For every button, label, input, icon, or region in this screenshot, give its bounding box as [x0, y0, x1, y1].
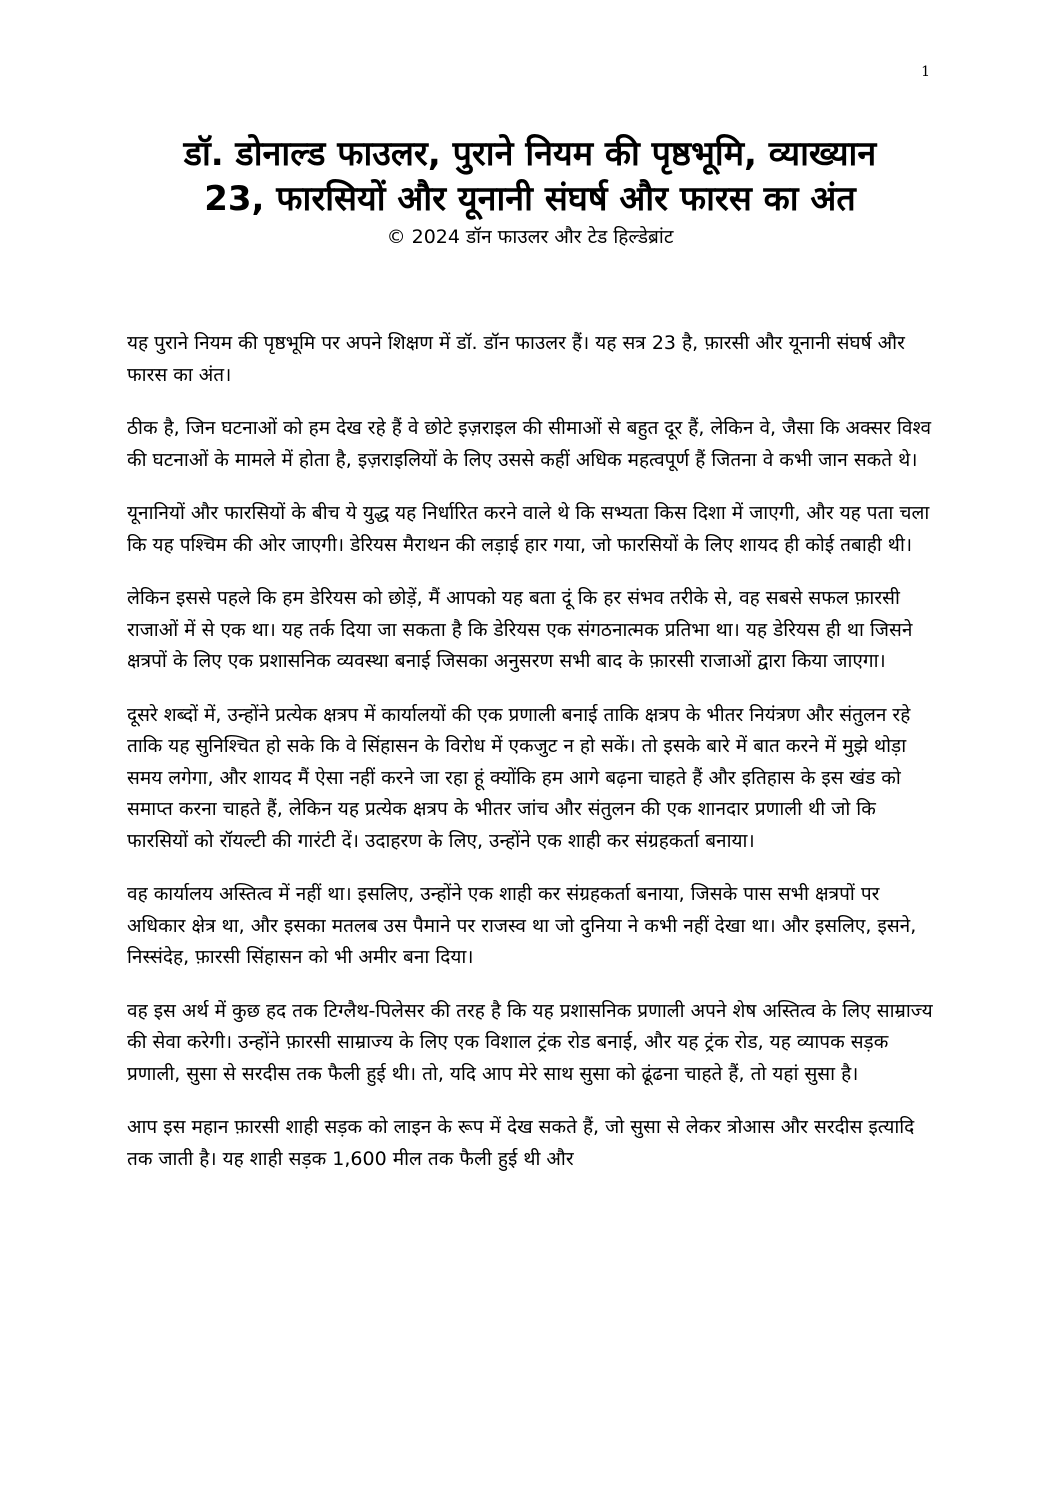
paragraph-4: लेकिन इससे पहले कि हम डेरियस को छोड़ें, मैं आपको यह बता दूं कि हर संभव तरीके से, वह सबसे सफल फ़ारसी राजाओं में से एक था। यह तर्क दिया जा सकता है कि डेरियस एक संगठनात्मक प्रतिभा था। यह डेरियस ही था जिसने क्षत्रपों के लिए एक प्रशासनिक व्यवस्था बनाई जिसका अनुसरण सभी बाद के फ़ारसी राजाओं द्वारा किया जाएगा। — [127, 587, 913, 672]
body-text — [127, 328, 933, 1197]
paragraph-6: वह कार्यालय अस्तित्व में नहीं था। इसलिए, उन्होंने एक शाही कर संग्रहकर्ता बनाया, जिसके पास सभी क्षत्रपों पर अधिकार क्षेत्र था, और इसका मतलब उस पैमाने पर राजस्व था जो दुनिया ने कभी नहीं देखा था। और इसलिए, इसने, निस्संदेह, फ़ारसी सिंहासन को भी अमीर बना दिया। — [127, 883, 917, 968]
paragraph-7: वह इस अर्थ में कुछ हद तक टिग्लैथ-पिलेसर की तरह है कि यह प्रशासनिक प्रणाली अपने शेष अस्तित्व के लिए साम्राज्य की सेवा करेगी। उन्होंने फ़ारसी साम्राज्य के लिए एक विशाल ट्रंक रोड बनाई, और यह ट्रंक रोड, यह व्यापक सड़क प्रणाली, सुसा से सरदीस तक फैली हुई थी। तो, यदि आप मेरे साथ सुसा को ढूंढना चाहते हैं, तो यहां सुसा है। — [127, 999, 933, 1085]
paragraph-3: यूनानियों और फारसियों के बीच ये युद्ध यह निर्धारित करने वाले थे कि सभ्यता किस दिशा में जाएगी, और यह पता चला कि यह पश्चिम की ओर जाएगी। डेरियस मैराथन की लड़ाई हार गया, जो फारसियों के लिए शायद ही कोई तबाही थी। — [127, 502, 930, 556]
document-title: डॉ. डोनाल्ड फाउलर, पुराने नियम की पृष्ठभूमि, व्याख्यान 23, फारसियों और यूनानी संघर्ष और फारस का अंत — [183, 134, 877, 219]
paragraph-1: यह पुराने नियम की पृष्ठभूमि पर अपने शिक्षण में डॉ. डॉन फाउलर हैं। यह सत्र 23 है, फ़ारसी और यूनानी संघर्ष और फारस का अंत। — [127, 332, 905, 386]
paragraph-2: ठीक है, जिन घटनाओं को हम देख रहे हैं वे छोटे इज़राइल की सीमाओं से बहुत दूर हैं, लेकिन वे, जैसा कि अक्सर विश्व की घटनाओं के मामले में होता है, इज़राइलियों के लिए उससे कहीं अधिक महत्वपूर्ण हैं जितना वे कभी जान सकते थे। — [127, 417, 932, 471]
page-number: 1 — [921, 64, 930, 80]
copyright-line: © 2024 डॉन फाउलर और टेड हिल्डेब्रांट — [386, 226, 674, 248]
paragraph-5: दूसरे शब्दों में, उन्होंने प्रत्येक क्षत्रप में कार्यालयों की एक प्रणाली बनाई ताकि क्षत्रप के भीतर नियंत्रण और संतुलन रहे ताकि यह सुनिश्चित हो सके कि वे सिंहासन के विरोध में एकजुट न हो सकें। तो इसके बारे में बात करने में मुझे थोड़ा समय लगेगा, और शायद मैं ऐसा नहीं करने जा रहा हूं क्योंकि हम आगे बढ़ना चाहते हैं और इतिहास के इस खंड को समाप्त करना चाहते हैं, लेकिन यह प्रत्येक क्षत्रप के भीतर जांच और संतुलन की एक शानदार प्रणाली थी जो कि फारसियों को रॉयल्टी की गारंटी दें। उदाहरण के लिए, उन्होंने एक शाही कर संग्रहकर्ता बनाया। — [127, 703, 911, 852]
title-block — [150, 132, 910, 250]
paragraph-8: आप इस महान फ़ारसी शाही सड़क को लाइन के रूप में देख सकते हैं, जो सुसा से लेकर त्रोआस और सरदीस इत्यादि तक जाती है। यह शाही सड़क 1,600 मील तक फैली हुई थी और — [127, 1116, 915, 1170]
